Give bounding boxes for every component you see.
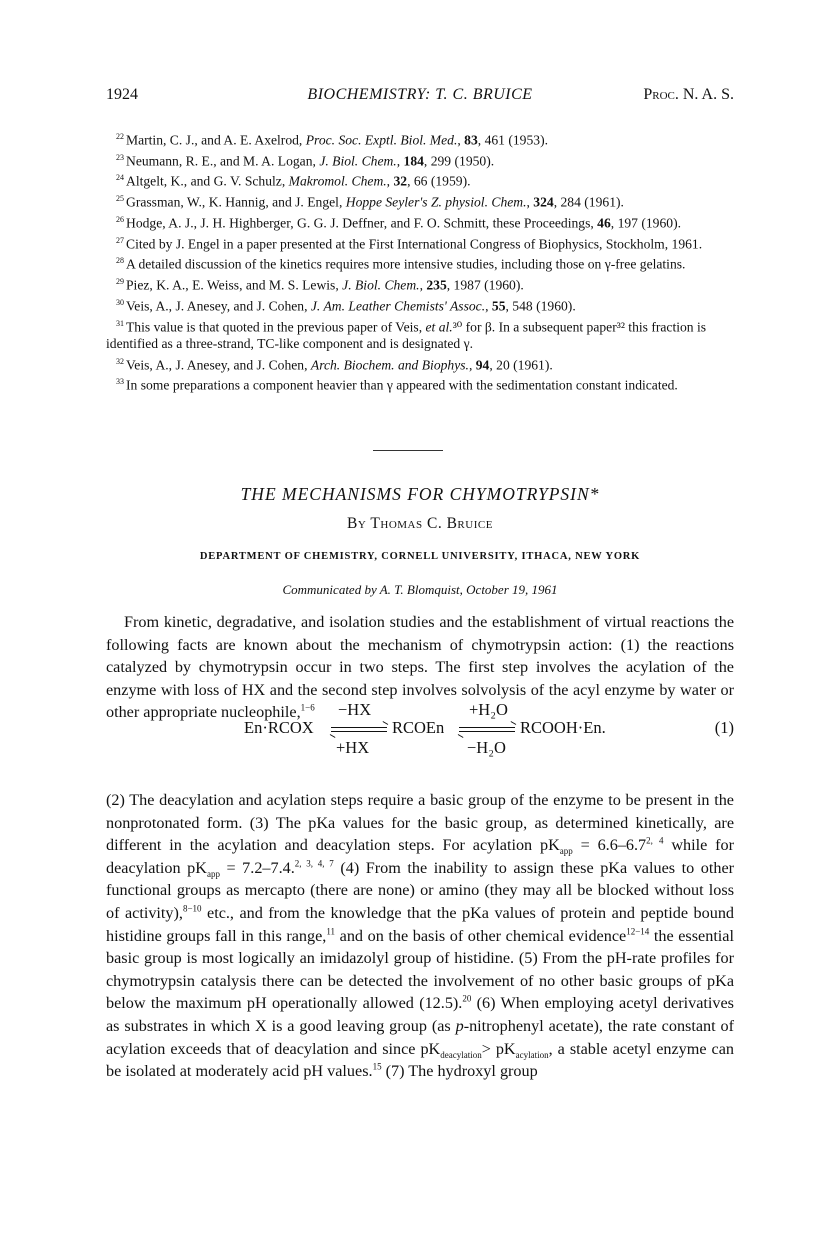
reference-item: [106, 128, 734, 149]
eq-middle: RCOEn: [392, 718, 445, 737]
reference-num: 23: [116, 152, 124, 162]
journal-abbrev: Proc. N. A. S.: [643, 86, 734, 103]
reference-vol: 94: [475, 357, 490, 373]
reference-text-a: In some preparations a component heavier than γ appeared with the sedimentation constant indicated.: [126, 377, 678, 393]
reference-text-a: Cited by J. Engel in a paper presented at the First International Congress of Biophysics, Stockholm, 1961.: [126, 236, 703, 252]
reference-vol: 83: [464, 132, 478, 148]
reference-text-c: , 284 (1961).: [553, 194, 624, 210]
reference-vol: 46: [597, 215, 611, 231]
reference-item: [106, 190, 734, 211]
citation: 2, 3, 4, 7: [294, 858, 334, 869]
eq-right: RCOOH·En.: [520, 718, 606, 737]
reference-num: 24: [116, 173, 124, 183]
reference-journal: Hoppe Seyler's Z. physiol. Chem.: [345, 194, 527, 210]
reference-text-a: Neumann, R. E., and M. A. Logan,: [126, 153, 320, 169]
p2-s3: while for deacylation pK: [106, 836, 735, 877]
reference-text-c: , 197 (1960).: [610, 215, 681, 231]
reference-text-b: ,: [526, 194, 534, 210]
reference-item: [106, 315, 734, 353]
author-affiliation: DEPARTMENT OF CHEMISTRY, CORNELL UNIVERSITY, ITHACA, NEW YORK: [199, 551, 641, 562]
reference-text-b: Proceedings,: [523, 215, 598, 231]
p2-s6: etc., and from the knowledge that the pKa values of protein and peptide bound histidine groups fall in this range,: [106, 903, 735, 945]
reference-text-b: ,: [485, 298, 492, 314]
reference-vol: 235: [426, 277, 447, 293]
p2-s1: (2) The deacylation and acylation steps require a basic group of the enzyme to be present in the nonprotonated form. (3) The pKa values for the basic group, as determined kinetically, are different in the acylation and deacylation steps. For acylation pK: [106, 791, 734, 855]
eq-left: En·RCOX: [244, 718, 314, 737]
reference-journal: Arch. Biochem. and Biophys.: [310, 357, 469, 373]
reference-num: 32: [116, 356, 124, 366]
p2-s10: -nitrophenyl acetate), the rate constant of acylation exceeds that of deacylation and since pK: [106, 1016, 734, 1058]
reference-item: [106, 232, 734, 253]
reference-vol: 184: [403, 153, 424, 169]
reference-text-b: ,: [396, 153, 404, 169]
equation-1: [106, 700, 734, 780]
reference-item: [106, 211, 734, 232]
reference-journal: J. Biol. Chem.: [319, 153, 397, 169]
reference-num: 26: [116, 214, 124, 224]
p2-s2: = 6.6–6.7: [572, 836, 647, 855]
reference-text-b: ³⁰ for β. In a subsequent paper³² this fraction is identified as a three-strand, TC-like component and is designated γ.: [106, 319, 707, 352]
equilibrium-arrow-1: [331, 727, 387, 733]
reference-text-a: Piez, K. A., E. Weiss, and M. S. Lewis,: [126, 277, 343, 293]
reference-text-b: ,: [468, 357, 476, 373]
reference-text-a: Veis, A., J. Anesey, and J. Cohen,: [126, 357, 311, 373]
reference-num: 28: [116, 256, 124, 266]
reference-num: 30: [116, 297, 124, 307]
citation: 15: [372, 1061, 382, 1072]
equilibrium-arrow-2: [459, 727, 515, 733]
reference-num: 29: [116, 277, 124, 287]
p2-s12: , a stable acetyl enzyme can be isolated at moderately acid pH values.: [106, 1039, 734, 1081]
eq-below-2: −H₂O: [467, 738, 506, 757]
reference-text-b: ,: [386, 174, 394, 189]
reference-text-a: Hodge, A. J., J. H. Highberger, G. G. J. Deffner, and F. O. Schmitt, these: [126, 215, 524, 231]
reference-vol: 324: [533, 194, 554, 210]
paragraph-2: [106, 789, 734, 1083]
running-head: BIOCHEMISTRY: T. C. BRUICE: [307, 86, 533, 103]
reference-text-c: , 461 (1953).: [477, 132, 548, 148]
page-number: 1924: [106, 86, 138, 103]
reference-item: [106, 273, 734, 294]
footnote-references: [106, 128, 734, 394]
communicated-by: Communicated by A. T. Blomquist, October 19, 1961: [282, 582, 558, 597]
reference-journal: Proc. Soc. Exptl. Biol. Med.: [305, 132, 458, 148]
reference-text-a: Altgelt, K., and G. V. Schulz,: [126, 174, 289, 189]
reference-text-c: , 299 (1950).: [423, 153, 495, 169]
p2-sub-acylation: acylation: [515, 1049, 549, 1060]
reference-text-a: Veis, A., J. Anesey, and J. Cohen,: [126, 298, 311, 314]
author-byline: By Thomas C. Bruice: [347, 515, 493, 532]
reference-item: [106, 169, 734, 190]
p2-s13: (7) The hydroxyl group: [381, 1062, 538, 1081]
reference-num: 31: [116, 318, 124, 328]
citation: 12−14: [626, 926, 650, 937]
reference-text-b: ,: [457, 132, 465, 148]
reference-text-c: , 20 (1961).: [489, 357, 553, 373]
reference-text-a: Grassman, W., K. Hannig, and J. Engel,: [126, 194, 346, 210]
section-divider: [373, 450, 443, 451]
p2-sub-app: app: [206, 869, 220, 880]
reference-text-b: ,: [419, 277, 427, 293]
eq-above-2: +H₂O: [469, 700, 508, 719]
reference-item: [106, 252, 734, 273]
reference-item: [106, 294, 734, 315]
p2-s8: the essential basic group is most logically an imidazolyl group of histidine. (5) From the pH-rate profiles for chymotrypsin catalysis there can be detected the involvement of no other basic groups of pKa below the maximum pH operationally allowed (12.5).: [106, 926, 734, 1013]
paragraph-1-text: From kinetic, degradative, and isolation studies and the establishment of virtual reactions the following facts are known about the mechanism of chymotrypsin action: (1) the reactions catalyzed by chymotrypsin occur in two steps. The first step involves the acylation of the enzyme with loss of HX and the second step involves solvolysis of the acyl enzyme by water or other appropriate nucleophile,: [106, 613, 734, 722]
p2-sub-app: app: [559, 846, 573, 857]
reference-text-c: , 66 (1959).: [407, 174, 471, 189]
citation: 11: [326, 926, 336, 937]
reference-journal: J. Am. Leather Chemists' Assoc.: [310, 298, 486, 314]
p2-s11: > pK: [481, 1039, 516, 1058]
reference-num: 22: [116, 132, 124, 141]
reference-item: [106, 373, 734, 394]
reference-item: [106, 149, 734, 170]
p2-italic: p: [455, 1016, 464, 1035]
reference-vol: 32: [393, 174, 408, 189]
reference-num: 25: [116, 194, 124, 204]
article-title: THE MECHANISMS FOR CHYMOTRYPSIN*: [240, 484, 600, 504]
citation: 8−10: [182, 903, 202, 914]
reference-item: [106, 353, 734, 374]
p2-sub-deacylation: deacylation: [440, 1049, 482, 1060]
p2-s5: (4) From the inability to assign these pKa values to other functional groups as mercapto (there are none) or amino (they may all be blocked without loss of activity),: [106, 858, 735, 922]
citation: 20: [462, 993, 472, 1004]
p2-s9: (6) When employing acetyl derivatives as substrates in which X is a good leaving group (as: [106, 994, 734, 1035]
reference-journal: J. Biol. Chem.: [342, 277, 420, 293]
citation: 1−6: [300, 702, 315, 713]
eq-above-1: −HX: [338, 700, 372, 719]
eq-number: (1): [714, 718, 734, 737]
eq-below-1: +HX: [336, 738, 370, 757]
reference-num: 33: [116, 377, 124, 387]
reference-text-a: This value is that quoted in the previous paper of Veis,: [126, 319, 426, 335]
reference-text-a: A detailed discussion of the kinetics requires more intensive studies, including those on γ-free gelatins.: [126, 256, 686, 272]
p2-s4: = 7.2–7.4.: [219, 858, 295, 877]
reference-text-c: , 1987 (1960).: [446, 277, 524, 293]
reference-num: 27: [116, 235, 124, 245]
reference-journal: Makromol. Chem.: [288, 174, 387, 189]
running-header: [106, 86, 734, 108]
reference-journal: et al.: [425, 319, 453, 335]
p2-s7: and on the basis of other chemical evidence: [335, 926, 627, 945]
reference-text-c: , 548 (1960).: [505, 298, 576, 314]
reference-vol: 55: [491, 298, 506, 314]
citation: 2, 4: [646, 835, 664, 846]
reference-text-a: Martin, C. J., and A. E. Axelrod,: [126, 132, 306, 148]
